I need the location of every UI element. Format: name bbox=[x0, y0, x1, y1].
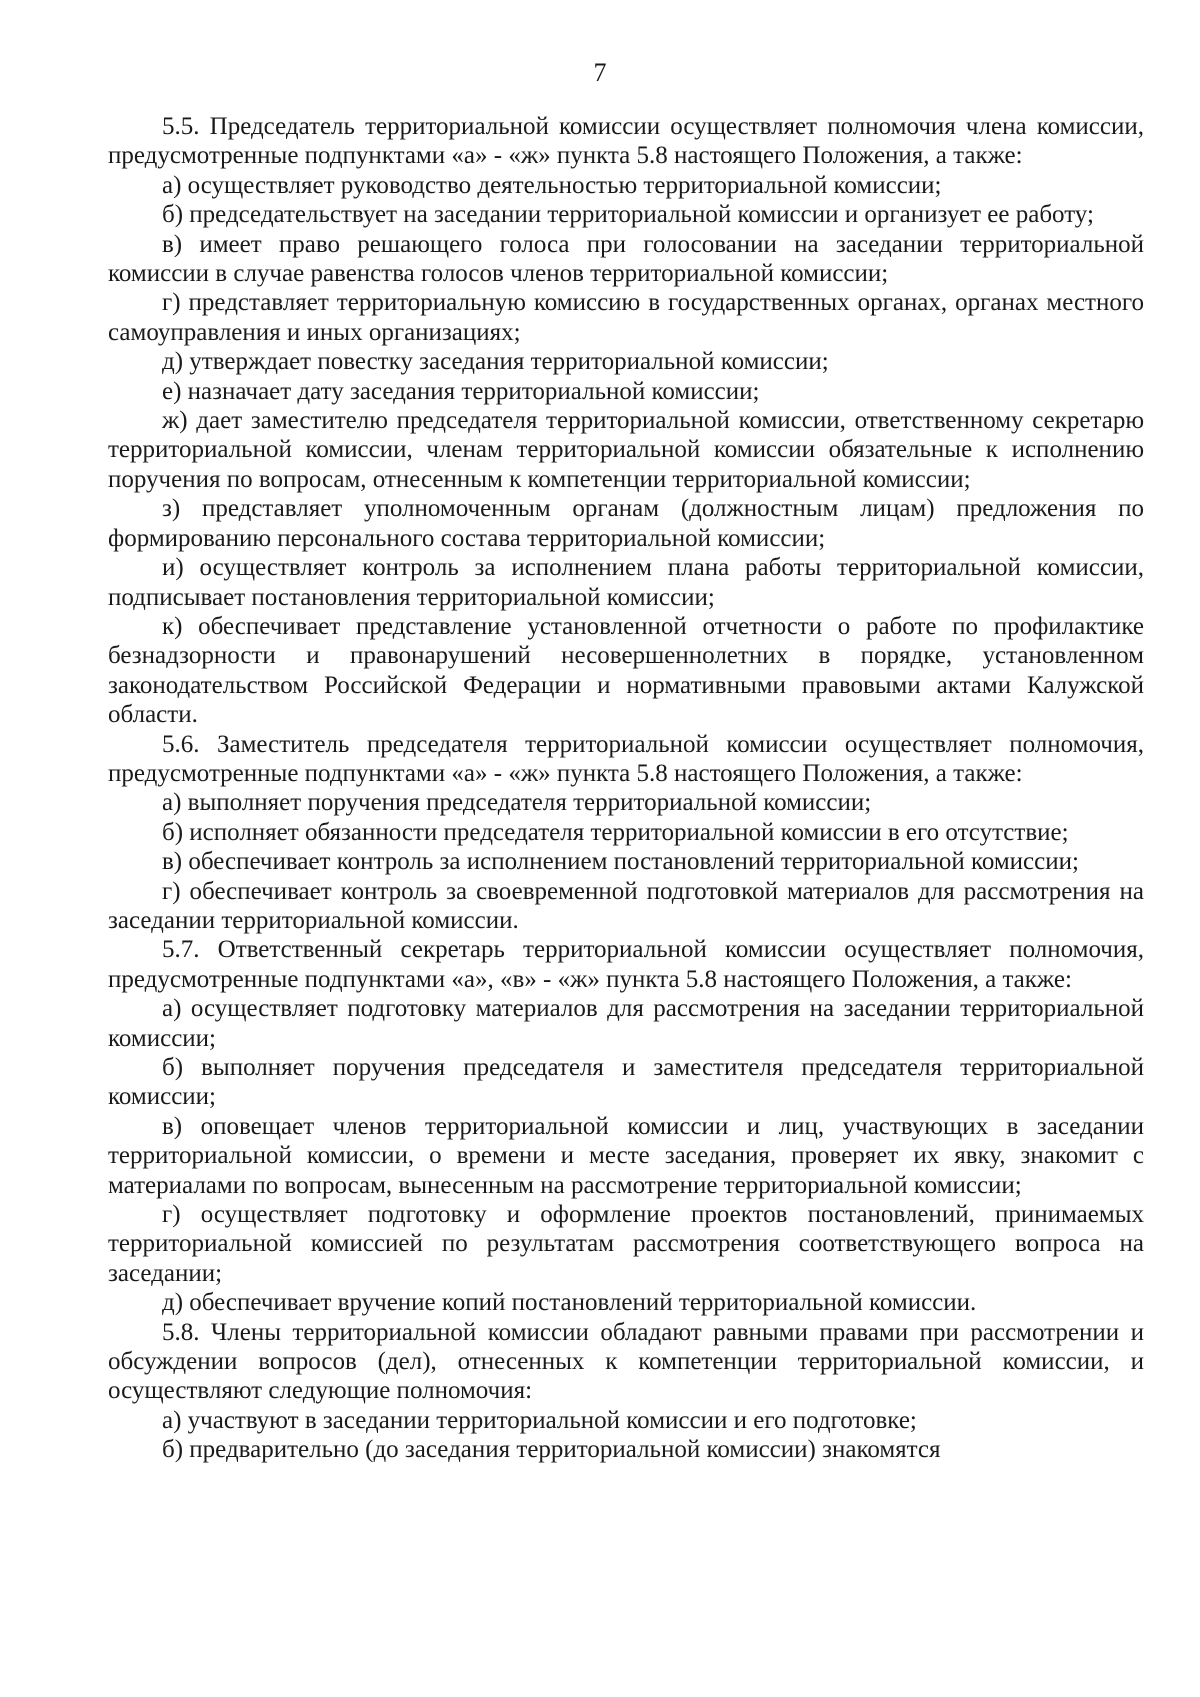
paragraph-5-6: 5.6. Заместитель председателя территориальной комиссии осуществляет полномочия, предусмотренные подпунктами «а» - «ж» пункта 5.8 настоящего Положения, а также: bbox=[108, 730, 1144, 787]
paragraph-5-5: 5.5. Председатель территориальной комиссии осуществляет полномочия члена комиссии, предусмотренные подпунктами «а» - «ж» пункта 5.8 настоящего Положения, а также: bbox=[108, 113, 1144, 170]
paragraph-5-8: 5.8. Члены территориальной комиссии обладают равными правами при рассмотрении и обсуждении вопросов (дел), отнесенных к компетенции территориальной комиссии, и осуществляют следующие полномочия: bbox=[108, 1318, 1144, 1405]
list-item: б) исполняет обязанности председателя территориальной комиссии в его отсутствие; bbox=[162, 818, 1069, 846]
list-item: а) осуществляет подготовку материалов для рассмотрения на заседании территориальной комиссии; bbox=[108, 995, 1144, 1052]
list-item: ж) дает заместителю председателя территориальной комиссии, ответственному секретарю территориальной комиссии, членам территориальной комиссии обязательные к исполнению поручения по вопросам, отнесенным к компетенции территориальной комиссии; bbox=[108, 407, 1144, 493]
page-number: 7 bbox=[593, 58, 607, 87]
list-item: з) представляет уполномоченным органам (должностным лицам) предложения по формированию персонального состава территориальной комиссии; bbox=[108, 495, 1144, 552]
paragraph-5-7: 5.7. Ответственный секретарь территориальной комиссии осуществляет полномочия, предусмотренные подпунктами «а», «в» - «ж» пункта 5.8 настоящего Положения, а также: bbox=[108, 936, 1144, 993]
list-item: в) оповещает членов территориальной комиссии и лиц, участвующих в заседании территориальной комиссии, о времени и месте заседания, проверяет их явку, знакомит с материалами по вопросам, вынесенным на рассмотрение территориальной комиссии; bbox=[108, 1112, 1144, 1199]
list-item: г) обеспечивает контроль за своевременной подготовкой материалов для рассмотрения на заседании территориальной комиссии. bbox=[108, 877, 1144, 934]
list-item: д) утверждает повестку заседания территориальной комиссии; bbox=[162, 348, 829, 376]
list-item: в) имеет право решающего голоса при голосовании на заседании территориальной комиссии в случае равенства голосов членов территориальной комиссии; bbox=[108, 230, 1144, 288]
list-item: а) участвуют в заседании территориальной комиссии и его подготовке; bbox=[162, 1406, 917, 1434]
list-item: а) осуществляет руководство деятельностью территориальной комиссии; bbox=[162, 171, 942, 199]
document-body bbox=[108, 112, 1144, 1465]
list-item: б) выполняет поручения председателя и заместителя председателя территориальной комиссии; bbox=[108, 1054, 1144, 1111]
list-item: в) обеспечивает контроль за исполнением постановлений территориальной комиссии; bbox=[162, 848, 1079, 876]
list-item: к) обеспечивает представление установленной отчетности о работе по профилактике безнадзорности и правонарушений несовершеннолетних в порядке, установленном законодательством Российской Федерации и нормативными правовыми актами Калужской области. bbox=[108, 612, 1144, 729]
list-item: е) назначает дату заседания территориальной комиссии; bbox=[162, 377, 760, 405]
list-item: б) председательствует на заседании территориальной комиссии и организует ее работу; bbox=[162, 201, 1094, 229]
list-item: а) выполняет поручения председателя территориальной комиссии; bbox=[162, 789, 872, 817]
list-item: и) осуществляет контроль за исполнением плана работы территориальной комиссии, подписывает постановления территориальной комиссии; bbox=[108, 554, 1144, 611]
list-item: д) обеспечивает вручение копий постановлений территориальной комиссии. bbox=[162, 1289, 977, 1317]
list-item: г) осуществляет подготовку и оформление проектов постановлений, принимаемых территориальной комиссией по результатам рассмотрения соответствующего вопроса на заседании; bbox=[108, 1201, 1144, 1287]
list-item: г) представляет территориальную комиссию в государственных органах, органах местного самоуправления и иных организациях; bbox=[108, 289, 1144, 346]
list-item: б) предварительно (до заседания территориальной комиссии) знакомятся bbox=[162, 1436, 941, 1464]
